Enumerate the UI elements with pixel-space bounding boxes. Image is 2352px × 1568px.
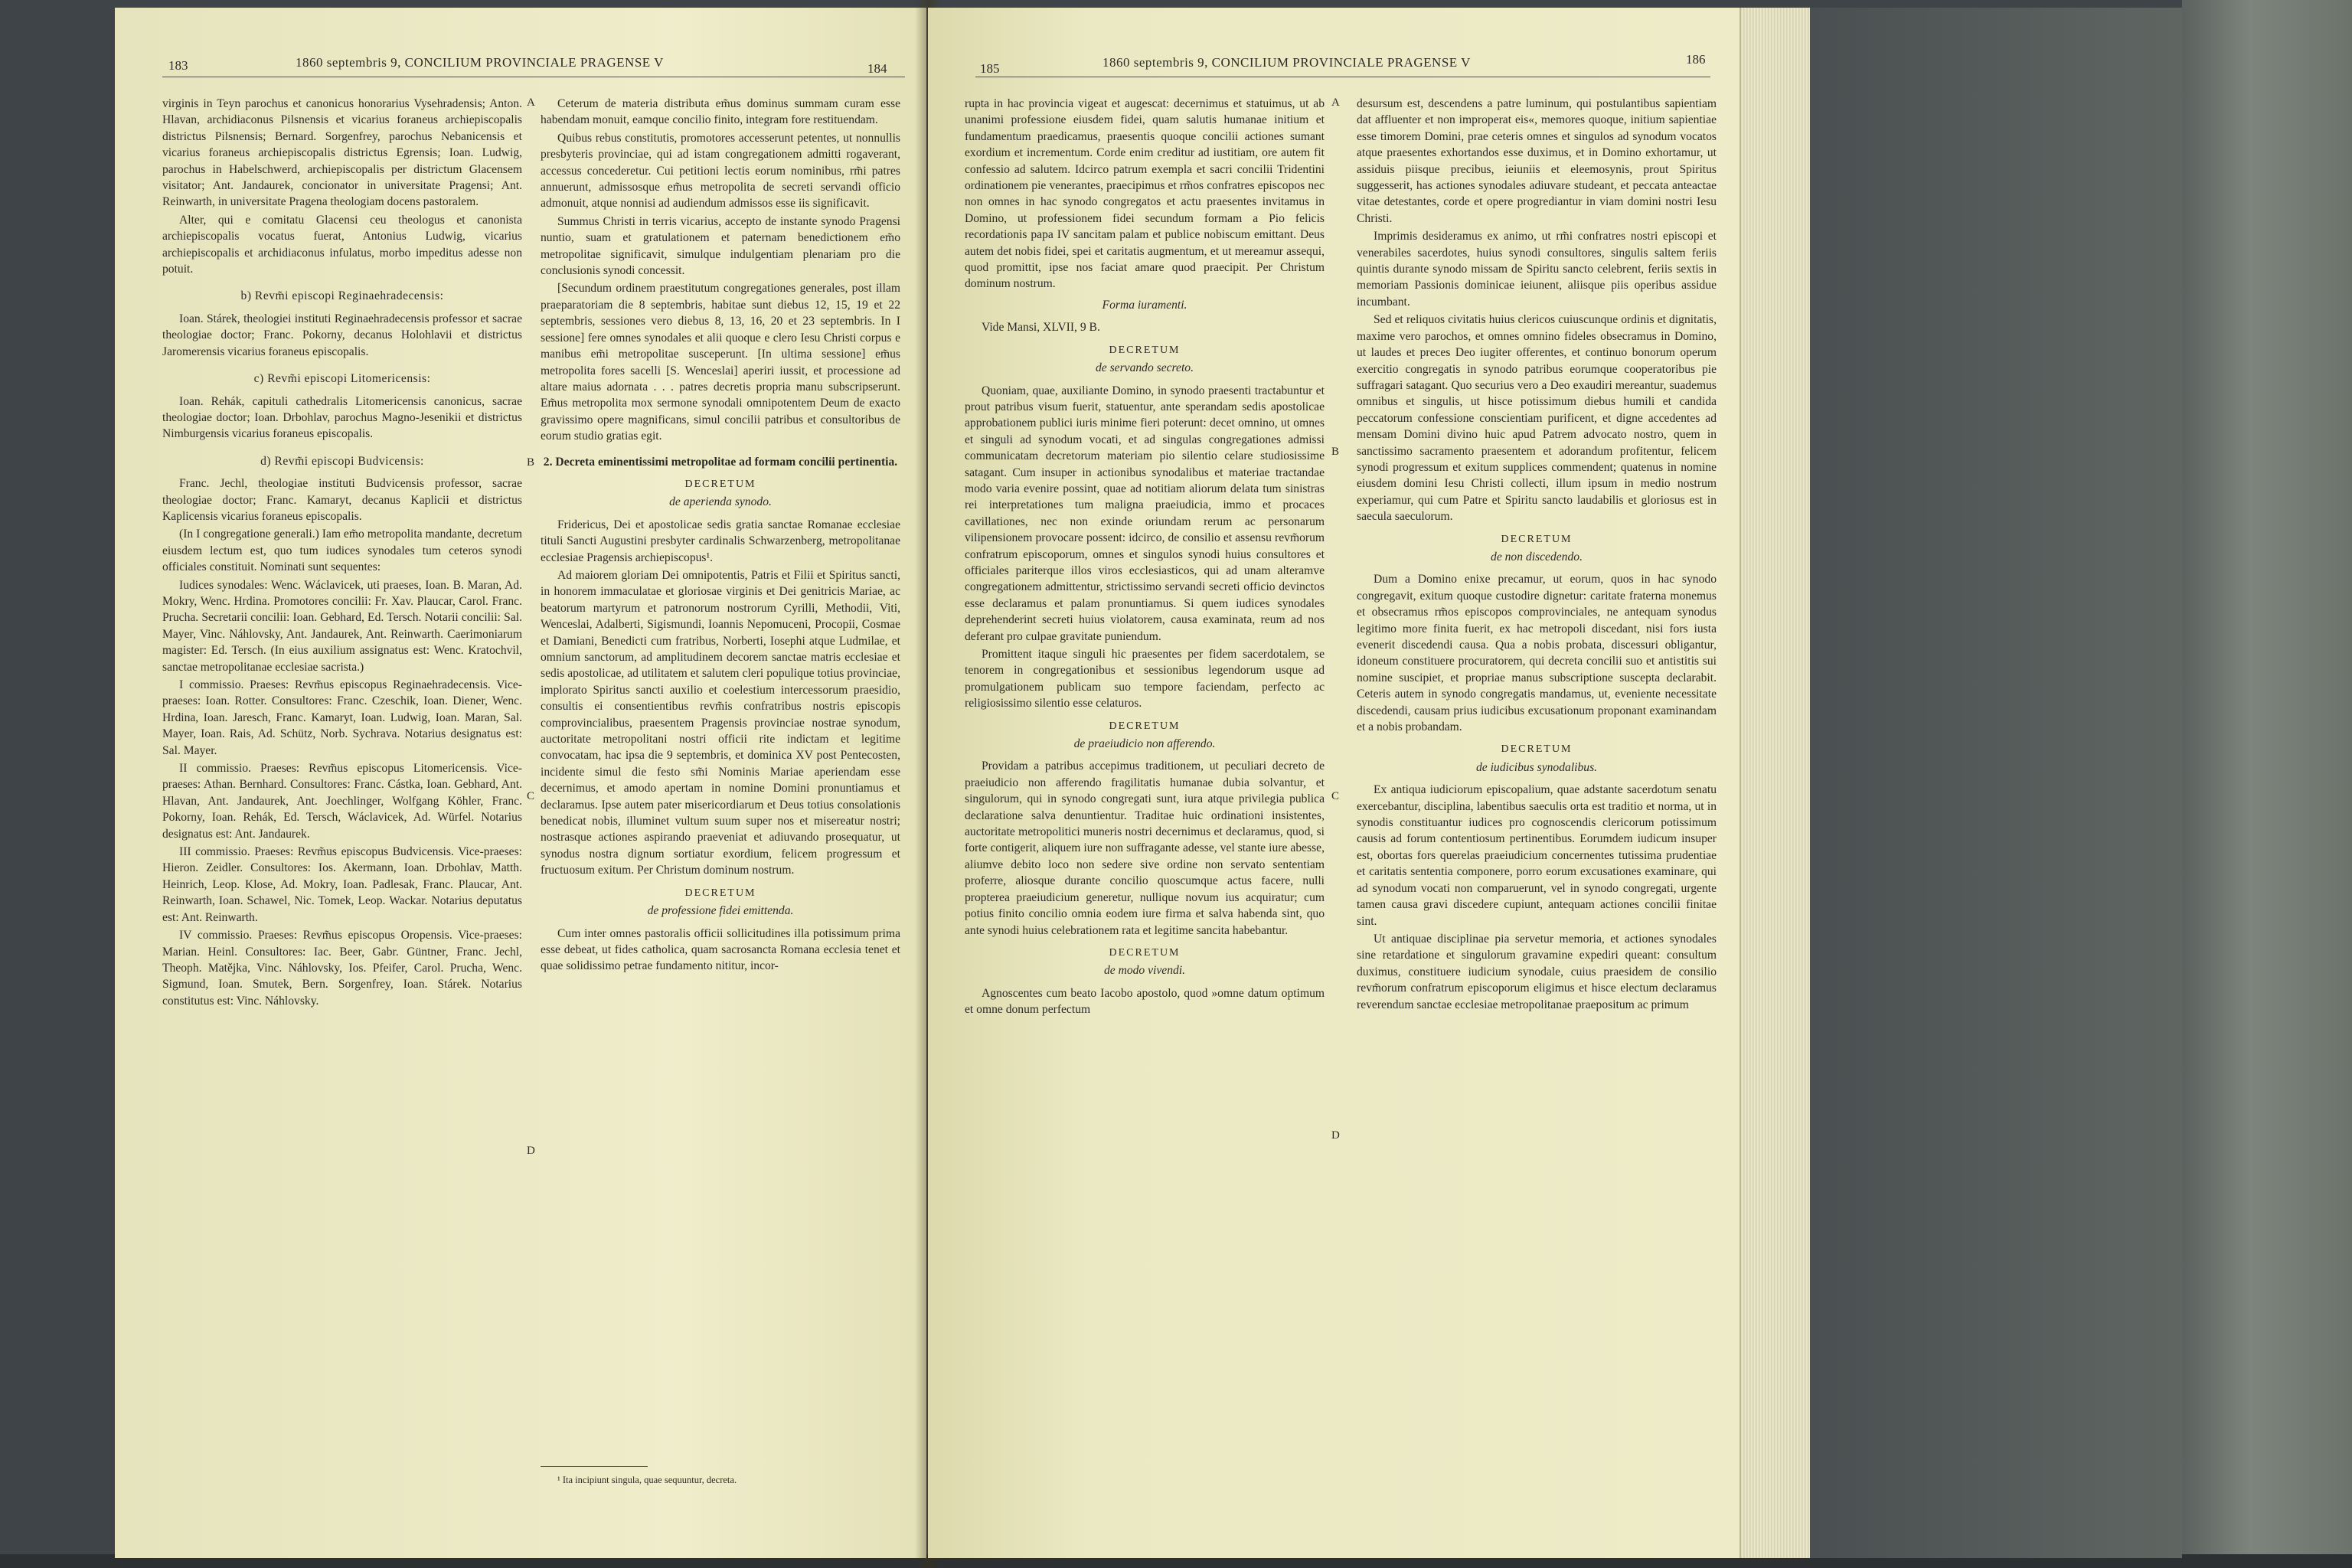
decretum-heading: DECRETUM — [1501, 743, 1573, 756]
paragraph: I commissio. Praeses: Revm̃us episcopus Reginaehradecensis. Vice-praeses: Ioan. Rotter. Consultores: Franc. Czeschik, Ioan. Diener, Wenc. Hrdina, Ioan. Jaresch, Franc. Kamaryt, Ioan. Ludwig, Ioan. Maran, Sal. Mayer, Ioan. Rais, Ad. Schütz, Norb. Sychrava. Notarius designatus est: Sal. Mayer. — [162, 678, 522, 757]
paragraph: Ceterum de materia distributa em̃us dominus summam curam esse habendam monuit, eamque concilio finito, integram fore restituendam. — [541, 97, 900, 127]
margin-letter-d: D — [527, 1145, 535, 1157]
page-number-183: 183 — [168, 58, 188, 73]
margin-letter-c: C — [527, 790, 535, 802]
paragraph: Imprimis desideramus ex animo, ut rm̃i confratres nostri episcopi et venerabiles sacerdotes, huius synodi consultores, singulis saltem feriis quintis durante synodo missam de Spiritu sancto celebrent, feriis sextis in memoriam Passionis dominicae ieiunent, aliisque piis operibus assidue incumbant. — [1357, 230, 1717, 309]
paragraph: Ioan. Stárek, theologiei instituti Reginaehradecensis professor et sacrae theologiae doctor; Franc. Pokorny, decanus Holohlavii et districtus Jaromerensis vicarius foraneus episcopalis. — [162, 312, 522, 358]
decretum-subtitle: de servando secreto. — [1095, 361, 1194, 375]
margin-letter-c: C — [1331, 790, 1340, 802]
right-page — [928, 8, 1740, 1558]
paragraph: Fridericus, Dei et apostolicae sedis gratia sanctae Romanae ecclesiae tituli Sancti Augustini presbyter cardinalis Schwarzenberg, metropolitanae ecclesiae Pragensis archiepiscopus¹. — [541, 518, 900, 564]
paragraph: Agnoscentes cum beato Iacobo apostolo, quod »omne datum optimum et omne donum perfectum — [965, 986, 1325, 1017]
margin-letter-d: D — [1331, 1129, 1340, 1142]
margin-letter-a: A — [527, 96, 535, 109]
paragraph: Quoniam, quae, auxiliante Domino, in synodo praesenti tractabuntur et prout patribus visum fuerit, statuentur, ante sperandam sedis apostolicae approbationem publici iuris minime fieri poterunt: decet omnino, ut omnes et singuli ad synodum vocati, et ad singulas congregationes admissi communicatam decretorum materiam pio silentio celare studiosissime satagant. Cum insuper in actionibus synodalibus et materiae tractandae modo varia evenire possint, quae ad notitiam aliorum delata tum sinistras rei interpretationes tum maligna praeiudicia, immo et procaces cavillationes, nec non exinde oriundam rerum ac personarum vilipensionem provocare possent: idcirco, de consilio et assensu revm̃orum confratrum episcoporum, omnes et singulos synodi huius consultores et officiales pariterque illos viros ecclesiasticos, qui ad unam alteramve congregationem admittentur, strictissimo servandi secreti officio devinctos esse declaramus et palam pronuntiamus. Si quem iudices synodales deprehenderint secreti huius violatorem, causa examinata, reum ad nos deferant pro culpae gravitate puniendum. — [965, 384, 1325, 643]
right-page-column-2 — [1357, 96, 1717, 1014]
margin-letter-b: B — [1331, 446, 1340, 458]
paragraph: desursum est, descendens a patre luminum, qui postulantibus sapientiam dat affluenter et non improperat eis«, memores quoque, initium sapientiae esse timorem Domini, prae ceteris omnes et singulos ad synodum vocatos atque praesentes exhortandos esse duximus, et in Domino exhortamur, ut assiduis piisque precibus, ieiuniis et eleemosynis, prout Spiritus suggesserit, has actiones synodales adiuvare studeant, et peccata anteactae vitae detestantes, corde et opere progrediantur in viam domini nostri Iesu Christi. — [1357, 97, 1717, 225]
footnote-rule — [541, 1466, 648, 1467]
decretum-heading: DECRETUM — [1109, 946, 1181, 959]
page-number-185: 185 — [980, 61, 1000, 76]
paragraph: Iudices synodales: Wenc. Wáclavicek, uti praeses, Ioan. B. Maran, Ad. Mokry, Wenc. Hrdina. Promotores concilii: Fr. Xav. Plaucar, Carol. Franc. Prucha. Secretarii concilii: Ioan. Gebhard, Ed. Tersch. Notarii concilii: Sal. Mayer, Vinc. Náhlovsky, Ant. Jandaurek, Ant. Reinwarth. Caerimoniarum magister: Ed. Tersch. (In eius auxilium assignatus est: Wenc. Kratochvil, sanctae metropolitanae ecclesiae sacrista.) — [162, 578, 522, 674]
page-block-edge — [1740, 8, 1811, 1558]
paragraph: virginis in Teyn parochus et canonicus honorarius Vysehradensis; Anton. Hlavan, archidiaconus Pilsnensis et vicarius foraneus archiepiscopalis districtus Pilsnensis; Bernard. Sorgenfrey, parochus Nebanicensis et vicarius foraneus archiepiscopalis districtus Egrensis; Ioan. Ludwig, parochus in Habelschwerd, archiepiscopalis per districtum Glacensem visitator; Ant. Jandaurek, concionator in universitate Pragensi; Ant. Reinwarth, in universitate Pragena theologiam docens pastoralem. — [162, 97, 522, 209]
page-number-186: 186 — [1686, 52, 1706, 67]
paragraph: III commissio. Praeses: Revm̃us episcopus Budvicensis. Vice-praeses: Hieron. Zeidler. Consultores: Ios. Akermann, Ioan. Drbohlav, Matth. Heinrich, Leop. Klose, Ad. Mokry, Ioan. Padlesak, Franc. Plaucar, Ant. Reinwarth, Ioan. Schawel, Nic. Tomek, Leop. Wackar. Notarius deputatus est: Ant. Reinwarth. — [162, 845, 522, 924]
running-header: 1860 septembris 9, CONCILIUM PROVINCIALE PRAGENSE V — [1102, 55, 1471, 70]
margin-letter-a: A — [1331, 96, 1340, 109]
margin-letter-b: B — [527, 456, 535, 469]
paragraph: Quibus rebus constitutis, promotores accesserunt petentes, ut nonnullis presbyteris provinciae, qui ad istam congregationem admitti rogaverant, accessus concederetur. Cui petitioni lectis eorum nominibus, rm̃i patres annuerunt, admissosque em̃us metropolita de secreti servandi officio admonuit, atque nonnisi ad audiendum admissos esse iis significavit. — [541, 131, 900, 211]
section-heading: c) Revm̃i episcopi Litomericensis: — [253, 372, 431, 386]
paragraph: [Secundum ordinem praestitutum congregationes generales, post illam praeparatoriam die 8 septembris, habitae sunt diebus 12, 15, 19 et 22 septembris, sessiones vero diebus 8, 13, 16, 20 et 23 septembris. In I sessione] fere omnes synodales et alii quoque e clero Iesu Christi corpus e manibus em̃i metropolitae susceperunt. [In ultima sessione] em̃us metropolita fores sacelli [S. Wenceslai] aperiri iussit, et processione ad altare maius adornata . . . patres decretis propria manu subscripserunt. Em̃us metropolita mox sermone synodali omnipotentem Deum de exacto gravissimo opere magnificans, simul concilii patribus et consultoribus de eorum studio gratias egit. — [541, 282, 900, 443]
paragraph: Cum inter omnes pastoralis officii sollicitudines illa potissimum prima esse debeat, ut fides catholica, quam sacrosancta Romana ecclesia tenet et quae solidissimo petrae fundamento nititur, incor- — [541, 926, 900, 973]
section-heading: b) Revm̃i episcopi Reginaehradecensis: — [240, 289, 444, 303]
decretum-subtitle: de aperienda synodo. — [669, 495, 772, 509]
decretum-heading: DECRETUM — [1109, 720, 1181, 732]
decree-section-heading: 2. Decreta eminentissimi metropolitae ad formam concilii pertinentia. — [543, 455, 898, 469]
decretum-subtitle: de iudicibus synodalibus. — [1475, 760, 1598, 774]
paragraph: Alter, qui e comitatu Glacensi ceu theologus et canonista archiepiscopalis vocatus fuerat, Antonius Ludwig, vicarius archiepiscopalis et archidiaconus infulatus, morbo impeditus adesse non potuit. — [162, 213, 522, 276]
paragraph: Ut antiquae disciplinae pia servetur memoria, et actiones synodales sine retardatione et singulorum gravamine expediri queant: consultum duximus, constituere iudicium synodale, cuius praesidem de consilio revm̃orum confratrum episcoporum eligimus et hisce electum declaramus reverendum sanctae ecclesiae metropolitanae praepositum ac primum — [1357, 932, 1717, 1011]
left-page-column-1 — [162, 96, 522, 1011]
decretum-subtitle: de praeiudicio non afferendo. — [1073, 737, 1216, 751]
paragraph: II commissio. Praeses: Revm̃us episcopus Litomericensis. Vice-praeses: Athan. Bernhard. Consultores: Franc. Cástka, Ioan. Gebhard, Ant. Hlavan, Ant. Jandaurek, Ant. Joechlinger, Wolfgang Köhler, Franc. Pokorny, Ioan. Rehák, Ed. Tersch, Wáclavicek, Ad. Würfel. Notarius designatus est: Ant. Jandaurek. — [162, 762, 522, 841]
decretum-subtitle: de modo vivendi. — [1103, 964, 1186, 978]
paragraph: Sed et reliquos civitatis huius clericos cuiuscunque ordinis et dignitatis, maxime vero parochos, et omnes omnino fideles obsecramus in Domino, ut laudes et preces Deo iugiter offerentes, et continuo bonorum operum exercitio congregatis in synodo patribus eorumque cooperatoribus pie suffragari satagant. Quo securius vero a Deo exaudiri mereantur, suademus omnibus et singulis, ut hisce potissimum diebus humili et candida peccatorum confessione conscientiam purificent, et digne accedentes ad mensam Domini divino huic apud Patrem advocato nostro, quem in sanctissimo sacramento praesentem et adorandum profitentur, felicem synodi progressum et exitum supplices commendent; quatenus in nomine eiusdem domini Iesu Christi collecti, illum ipsum in medio nostrum experiamur, qui cum Patre et Spiritu sancto laudabilis et gloriosus est in saecula saeculorum. — [1357, 313, 1717, 524]
paragraph: Ad maiorem gloriam Dei omnipotentis, Patris et Filii et Spiritus sancti, in honorem immaculatae et gloriosae virginis et Dei genitricis Mariae, ac beatorum martyrum et patronorum nostrorum Cyrilli, Methodii, Viti, Wenceslai, Adalberti, Sigismundi, Ioannis Nepomuceni, Procopii, Cosmae et Damiani, Benedicti cum fratribus, Norberti, Iosephi atque Ludmilae, et omnium sanctorum, ad amplitudinem decorem sanctae matris ecclesiae et sedis apostolicae, ad utilitatem et salutem cleri populique totius provinciae, implorato Spiritus sancti auxilio et coelestium intercessorum praesidio, consultis ei consentientibus revm̃is confratribus nostris episcopis comprovincialibus, praesentem Pragensis provinciae nostrae synodum, auctoritate metropolitani nostri officii rite indictam et legitime convocatam, hac ipsa die 9 septembris, et dominica XV post Pentecosten, incidente simul die festo sm̃i Nominis Mariae aperiendam esse decernimus, et amodo apertam in nomine Domini pronuntiamus et declaramus. Ipse autem pater misericordiarum et Deus totius consolationis benedicat nobis, illuminet vultum suum super nos et misereatur nostri; nostrasque actiones aspirando praeveniat et adiuvando prosequatur, ut synodus nostra dignum sortiatur exordium, felicem progressum et fructuosum exitum. Per Christum dominum nostrum. — [541, 568, 900, 877]
right-page-column-1 — [965, 96, 1325, 1020]
page-number-184: 184 — [867, 61, 887, 76]
running-header: 1860 septembris 9, CONCILIUM PROVINCIALE PRAGENSE V — [296, 55, 664, 70]
paragraph: Franc. Jechl, theologiae instituti Budvicensis professor, sacrae theologiae doctor; Franc. Kamaryt, decanus Kaplicii et districtus Kaplicensis vicarius foraneus episcopalis. — [162, 477, 522, 523]
footnote: ¹ Ita incipiunt singula, quae sequuntur, decreta. — [557, 1475, 737, 1485]
decretum-heading: DECRETUM — [1501, 533, 1573, 545]
decretum-heading: DECRETUM — [684, 887, 756, 899]
paragraph: Ex antiqua iudiciorum episcopalium, quae adstante sacerdotum senatu exercebantur, disciplina, labentibus saeculis orta est traditio et norma, ut in synodis constituantur iudices pro cognoscendis clericorum potissimum causis ad forum contentiosum pertinentibus. Eorumdem iudicum insuper est, obortas fors querelas praeiudicium concernentes tutissima prudentiae et caritatis sententia componere, porro eorum excusationes examinare, qui ad synodum vocati non comparuerunt, vel in synodo congregati, urgente tamen causa gravi discedere cupiunt, antequam actiones concilii finitae sint. — [1357, 783, 1717, 928]
left-page-column-2 — [541, 96, 900, 976]
decretum-subtitle: de non discedendo. — [1491, 550, 1583, 564]
reference-line: Vide Mansi, XLVII, 9 B. — [982, 321, 1100, 335]
decretum-subtitle: de professione fidei emittenda. — [647, 904, 794, 918]
paragraph: Dum a Domino enixe precamur, ut eorum, quos in hac synodo congregavit, exitum quoque custodire dignetur: caritate fraterna monemus et obsecramus rm̃os episcopos comprovinciales, ne antequam synodus legitimo more finita fuerit, ex hac metropoli discedant, nisi fors iusta evenerit discedendi causa. Qua a nobis probata, discessuri obligantur, idoneum constituere procuratorem, qui decreta concilii suo et antistitis sui nomine suscipiet, et propriae manus subscriptione suscepta declarabit. Ceteris autem in synodo congregatis mandamus, ut, eveniente necessitate discedendi, causam prius iudicibus excusationum proponant examinandam et a nobis probandam. — [1357, 573, 1717, 734]
left-page — [115, 8, 926, 1558]
decretum-heading: DECRETUM — [684, 478, 756, 490]
paragraph: Promittent itaque singuli hic praesentes per fidem sacerdotalem, se tenorem in congregationibus et sessionibus legendorum usque ad promulgationem publicam suo tempore faciendam, perfecto ac religiosissimo silentio esse celaturos. — [965, 648, 1325, 710]
table-surface — [1810, 8, 2182, 1558]
decretum-heading: DECRETUM — [1109, 344, 1181, 356]
paragraph: (In I congregatione generali.) Iam em̃o metropolita mandante, decretum eiusdem lectum est, quo tum iudices synodales tum ceteros synodi officiales constituit. Nominati sunt sequentes: — [162, 528, 522, 574]
paragraph: Providam a patribus accepimus traditionem, ut peculiari decreto de praeiudicio non afferendo fragilitatis humanae dubia solvantur, et singulorum, qui in synodo congregati sunt, iura atque privilegia publica declaratione salva denuntientur. Traditae huic ordinationi insistentes, auctoritate metropolitici muneris nostri decernimus et declaramus, quod, si forte contigerit, aliquem iure non suffragante adesse, vel stante iure abesse, aliumve debito loco non sedere sive ordine non servato sententiam proferre, aliosque durante concilio quoscumque actus facere, nulli propterea praeiudicium generetur, nullique novum ius acquiratur; cum potius finito concilio omnia eodem iure firma et salva habenda sint, quo ante synodi huius celebrationem rata et legitime sancita habebantur. — [965, 760, 1325, 937]
paragraph: rupta in hac provincia vigeat et augescat: decernimus et statuimus, ut ab unanimi professione eiusdem fidei, quam salutis humanae initium et fundamentum praedicamus, praesentis quoque concilii actiones sumant exordium et incrementum. Corde enim creditur ad iustitiam, ore autem fit confessio ad salutem. Idcirco patrum exempla et sacri concilii Tridentini ordinationem pie venerantes, praecipimus et rm̃os confratres episcopos nec non omnes in hac synodo congregatos et actu praesentes invitamus in Domino, ut professionem fidei secundum formam a Pio felicis recordationis papa IV sancitam palam et publice nobiscum emittant. Deus autem det nobis fidei, spei et caritatis augmentum, et ut mereamur assequi, quod promittit, ipse nos faciat amare quod praecipit. Per Christum dominum nostrum. — [965, 97, 1325, 291]
background-right — [2182, 0, 2352, 1568]
forma-iuramenti: Forma iuramenti. — [1102, 298, 1187, 312]
paragraph: IV commissio. Praeses: Revm̃us episcopus Oropensis. Vice-praeses: Marian. Heinl. Consultores: Iac. Beer, Gabr. Güntner, Franc. Jechl, Theoph. Matějka, Vinc. Náhlovsky, Ios. Pfeifer, Carol. Prucha, Wenc. Sigmund, Ioan. Smutek, Bern. Sorgenfrey, Ioan. Stárek. Notarius constitutus est: Vinc. Náhlovsky. — [162, 929, 522, 1008]
paragraph: Summus Christi in terris vicarius, accepto de instante synodo Pragensi nuntio, suam et gratulationem et paternam benedictionem em̃o metropolitae significavit, simulque indulgentiam plenariam pro die conclusionis synodi concessit. — [541, 214, 900, 278]
section-heading: d) Revm̃i episcopi Budvicensis: — [260, 454, 424, 468]
paragraph: Ioan. Rehák, capituli cathedralis Litomericensis canonicus, sacrae theologiae doctor; Ioan. Drbohlav, parochus Magno-Jesenikii et districtus Nimburgensis vicarius foraneus episcopalis. — [162, 394, 522, 441]
